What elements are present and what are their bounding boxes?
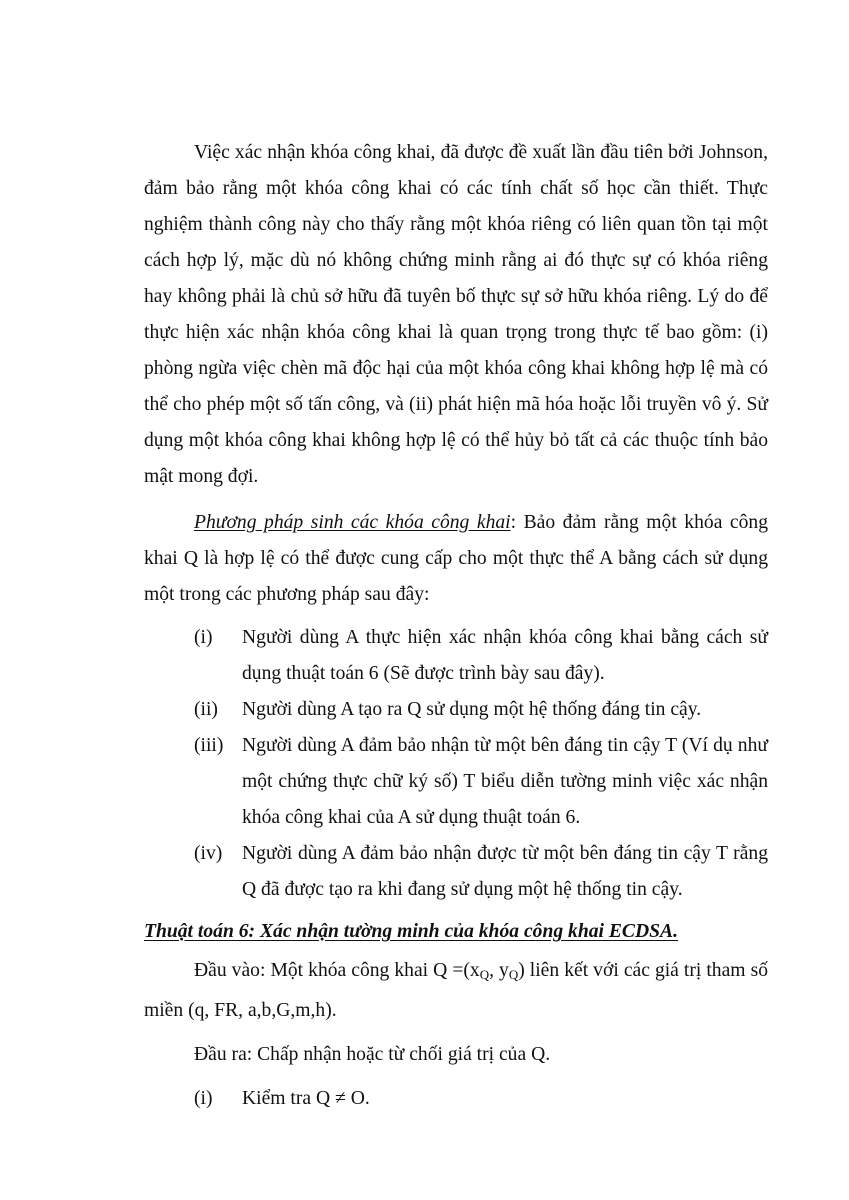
input-subscript-y: Q (508, 967, 519, 982)
list-item-text: Người dùng A đảm bảo nhận được từ một bên đáng tin cậy T rằng Q đã được tạo ra khi đang sử dụng một hệ thống tin cậy. (242, 843, 768, 900)
algorithm-title: Thuật toán 6: Xác nhận tường minh của khóa công khai ECDSA. (144, 921, 679, 942)
input-prefix: Đầu vào: Một khóa công khai Q =(x (194, 960, 480, 981)
list-item (144, 836, 768, 908)
algorithm-output: Đầu ra: Chấp nhận hoặc từ chối giá trị của Q. (194, 1044, 551, 1065)
list-marker: (i) (194, 627, 213, 648)
methods-list (144, 620, 768, 908)
input-subscript-x: Q (479, 967, 490, 982)
input-mid: , y (489, 960, 509, 981)
list-item (144, 728, 768, 836)
algorithm-input (144, 953, 768, 1029)
list-item (144, 620, 768, 692)
document-page (144, 135, 768, 1117)
list-item-text: Người dùng A đảm bảo nhận từ một bên đáng tin cậy T (Ví dụ như một chứng thực chữ ký số) T biểu diễn tường minh việc xác nhận khóa công khai của A sử dụng thuật toán 6. (242, 735, 768, 828)
algorithm-step (144, 1081, 768, 1117)
methods-paragraph (144, 505, 768, 613)
list-marker: (iii) (194, 735, 224, 756)
step-marker: (i) (194, 1088, 213, 1109)
list-marker: (iv) (194, 843, 223, 864)
list-item (144, 692, 768, 728)
methods-label: Phương pháp sinh các khóa công khai (194, 512, 511, 533)
step-text: Kiểm tra Q ≠ O. (242, 1088, 370, 1109)
list-marker: (ii) (194, 699, 218, 720)
intro-paragraph: Việc xác nhận khóa công khai, đã được đề xuất lần đầu tiên bởi Johnson, đảm bảo rằng một khóa công khai có các tính chất số học cần thiết. Thực nghiệm thành công này cho thấy rằng một khóa riêng có liên quan tồn tại một cách hợp lý, mặc dù nó không chứng minh rằng ai đó thực sự có khóa riêng hay không phải là chủ sở hữu đã tuyên bố thực sự sở hữu khóa riêng. Lý do để thực hiện xác nhận khóa công khai là quan trọng trong thực tế bao gồm: (i) phòng ngừa việc chèn mã độc hại của một khóa công khai không hợp lệ mà có thể cho phép một số tấn công, và (ii) phát hiện mã hóa hoặc lỗi truyền vô ý. Sử dụng một khóa công khai không hợp lệ có thể hủy bỏ tất cả các thuộc tính bảo mật mong đợi. (144, 142, 768, 487)
input-suffix: ) liên kết với các giá trị tham số miền (q, FR, a,b,G,m,h). (144, 960, 768, 1021)
list-item-text: Người dùng A thực hiện xác nhận khóa công khai bằng cách sử dụng thuật toán 6 (Sẽ được trình bày sau đây). (242, 627, 768, 684)
methods-intro-text: : Bảo đảm rằng một khóa công khai Q là hợp lệ có thể được cung cấp cho một thực thể A bằng cách sử dụng một trong các phương pháp sau đây: (144, 512, 769, 605)
list-item-text: Người dùng A tạo ra Q sử dụng một hệ thống đáng tin cậy. (242, 699, 702, 720)
